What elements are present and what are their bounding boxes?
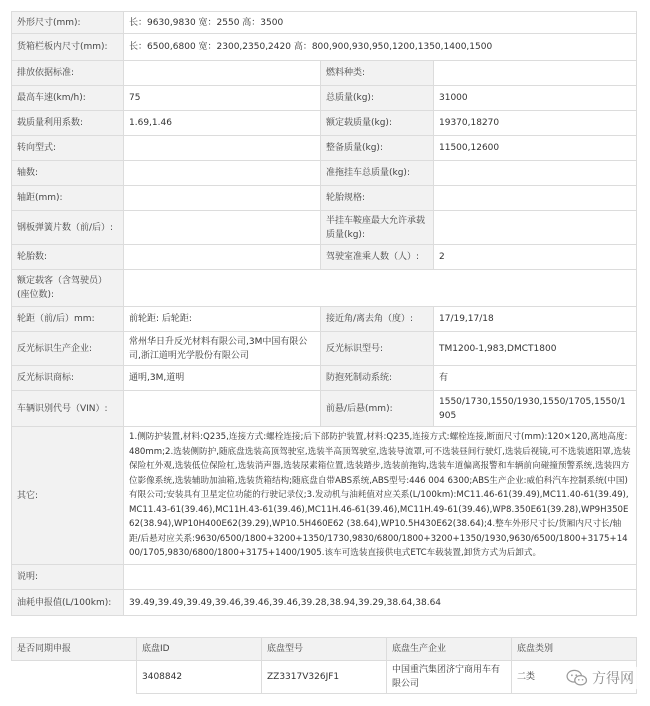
value-axle-count <box>124 161 321 186</box>
label-approach-departure-angle: 接近角/离去角（度）: <box>321 307 434 332</box>
value-vin <box>124 391 321 427</box>
value-rated-load-mass: 19370,18270 <box>434 111 637 136</box>
chassis-table <box>11 637 637 694</box>
label-rated-passengers: 额定载客（含驾驶员）(座位数): <box>12 270 124 307</box>
label-overhang: 前悬/后悬(mm): <box>321 391 434 427</box>
chassis-header-row <box>12 638 637 661</box>
watermark-text: 方得网 <box>592 671 634 687</box>
spec-row-track <box>12 307 637 332</box>
spec-row-cargo-box <box>12 34 637 61</box>
label-track-width: 轮距（前/后）mm: <box>12 307 124 332</box>
spec-row-passengers <box>12 270 637 307</box>
value-emission-standard <box>124 61 321 86</box>
header-chassis-id: 底盘ID <box>137 638 262 661</box>
cell-chassis-manufacturer: 中国重汽集团济宁商用车有限公司 <box>387 661 512 694</box>
spec-row-steering <box>12 136 637 161</box>
label-notes: 说明: <box>12 565 124 590</box>
value-tire-count <box>124 245 321 270</box>
value-trailer-mass <box>434 161 637 186</box>
value-approach-departure-angle: 17/19,17/18 <box>434 307 637 332</box>
spec-row-axles <box>12 161 637 186</box>
spec-row-notes <box>12 565 637 590</box>
value-tire-spec <box>434 186 637 211</box>
header-concurrent-filing: 是否同期申报 <box>12 638 137 661</box>
label-emission-standard: 排放依据标准: <box>12 61 124 86</box>
value-overhang: 1550/1730,1550/1930,1550/1705,1550/1905 <box>434 391 637 427</box>
spec-row-load <box>12 111 637 136</box>
label-leaf-spring-count: 钢板弹簧片数（前/后）: <box>12 211 124 245</box>
cell-concurrent-filing <box>12 661 137 694</box>
value-reflector-model: TM1200-1,983,DMCT1800 <box>434 332 637 366</box>
label-fuel-type: 燃料种类: <box>321 61 434 86</box>
value-reflector-manufacturer: 常州华日升反光材料有限公司,3M中国有限公司,浙江道明光学股份有限公司 <box>124 332 321 366</box>
cell-chassis-category: 二类 <box>512 661 637 694</box>
spec-row-tires <box>12 245 637 270</box>
label-cab-capacity: 驾驶室准乘人数（人）: <box>321 245 434 270</box>
label-axle-count: 轴数: <box>12 161 124 186</box>
cell-chassis-model: ZZ3317V326JF1 <box>262 661 387 694</box>
value-track-width: 前轮距: 后轮距: <box>124 307 321 332</box>
cell-chassis-id: 3408842 <box>137 661 262 694</box>
value-rated-passengers <box>124 270 637 307</box>
label-tire-count: 轮胎数: <box>12 245 124 270</box>
header-chassis-manufacturer: 底盘生产企业 <box>387 638 512 661</box>
label-total-mass: 总质量(kg): <box>321 86 434 111</box>
label-rated-load-mass: 额定载质量(kg): <box>321 111 434 136</box>
value-curb-mass: 11500,12600 <box>434 136 637 161</box>
label-reflector-brand: 反光标识商标: <box>12 366 124 391</box>
vehicle-spec-table <box>11 11 637 616</box>
spec-row-dimensions <box>12 12 637 34</box>
wechat-bubble-icon <box>566 669 588 687</box>
header-chassis-category: 底盘类别 <box>512 638 637 661</box>
label-steering-type: 转向型式: <box>12 136 124 161</box>
label-vin: 车辆识别代号（VIN）: <box>12 391 124 427</box>
value-steering-type <box>124 136 321 161</box>
value-saddle-load <box>434 211 637 245</box>
label-overall-dimensions: 外形尺寸(mm): <box>12 12 124 34</box>
label-reflector-model: 反光标识型号: <box>321 332 434 366</box>
value-total-mass: 31000 <box>434 86 637 111</box>
spec-row-wheelbase <box>12 186 637 211</box>
label-cargo-box-dimensions: 货箱栏板内尺寸(mm): <box>12 34 124 61</box>
value-wheelbase <box>124 186 321 211</box>
label-fuel-consumption: 油耗申报值(L/100km): <box>12 590 124 616</box>
chassis-data-row <box>12 661 637 694</box>
spec-row-fuel-consumption <box>12 590 637 616</box>
value-other-notes: 1.侧防护装置,材料:Q235,连接方式:螺栓连接;后下部防护装置,材料:Q235,连接方式:螺栓连接,断面尺寸(mm):120×120,离地高度:480mm;2.选装侧防护,随底盘选装高顶驾驶室,选装半高顶驾驶室,选装导流罩,可不选装昼间行驶灯,选装后视镜,可不选装遮阳罩,选装保险杠外观,选装低位保险杠,选装消声器,选装尿素箱位置,选装踏步,选装前拖钩,选装车道偏离报警和车辆前向碰撞预警系统,选装四方位影像系统,选装辅助加油箱,选装货箱结构;随底盘自带ABS系统,ABS型号:446 004 6300;ABS生产企业:威伯科汽车控制系统(中国)有限公司;安装具有卫星定位功能的行驶记录仪;3.发动机与油耗值对应关系(L/100km):MC11.46-61(39.49),MC11.40-61(39.49),MC11.43-61(39.46),MC11H.43-61(39.46),MC11H.46-61(39.46),MC11H.49-61(39.46),WP8.350E61(39.28),WP9H350E62(38.94),WP10H400E62(39.29),WP10.5H460E62 (38.64),WP10.5H430E62(38.64);4.整车外形尺寸长/货厢内尺寸长/轴距/后悬对应关系:9630/6500/1800+3200+1350/1730,9830/6800/1800+3200+1350/1930,9630/6500/1800+3175+1400/1705,9830/6800/1800+3175+1400/1905.该车可选装直接供电式ETC车载装置,卸货方式为后卸式。 <box>124 427 637 565</box>
value-reflector-brand: 通明,3M,道明 <box>124 366 321 391</box>
spec-row-speed <box>12 86 637 111</box>
value-overall-dimensions: 长：9630,9830 宽：2550 高：3500 <box>124 12 637 34</box>
label-curb-mass: 整备质量(kg): <box>321 136 434 161</box>
value-max-speed: 75 <box>124 86 321 111</box>
value-fuel-consumption: 39.49,39.49,39.49,39.46,39.46,39.46,39.28,38.94,39.29,38.64,38.64 <box>124 590 637 616</box>
spec-row-reflector <box>12 332 637 366</box>
value-load-utilization: 1.69,1.46 <box>124 111 321 136</box>
value-cab-capacity: 2 <box>434 245 637 270</box>
label-saddle-load: 半挂车鞍座最大允许承载质量(kg): <box>321 211 434 245</box>
spec-row-vin <box>12 391 637 427</box>
value-cargo-box-dimensions: 长：6500,6800 宽：2300,2350,2420 高：800,900,930,950,1200,1350,1400,1500 <box>124 34 637 61</box>
spec-row-springs <box>12 211 637 245</box>
value-leaf-spring-count <box>124 211 321 245</box>
spec-row-abs <box>12 366 637 391</box>
value-notes <box>124 565 637 590</box>
label-wheelbase: 轴距(mm): <box>12 186 124 211</box>
label-load-utilization: 载质量利用系数: <box>12 111 124 136</box>
label-trailer-mass: 准拖挂车总质量(kg): <box>321 161 434 186</box>
label-tire-spec: 轮胎规格: <box>321 186 434 211</box>
value-abs-system: 有 <box>434 366 637 391</box>
spec-row-emission <box>12 61 637 86</box>
value-fuel-type <box>434 61 637 86</box>
header-chassis-model: 底盘型号 <box>262 638 387 661</box>
watermark <box>562 666 638 690</box>
label-max-speed: 最高车速(km/h): <box>12 86 124 111</box>
spec-row-other <box>12 427 637 565</box>
label-abs-system: 防抱死制动系统: <box>321 366 434 391</box>
label-reflector-manufacturer: 反光标识生产企业: <box>12 332 124 366</box>
label-other: 其它: <box>12 427 124 565</box>
